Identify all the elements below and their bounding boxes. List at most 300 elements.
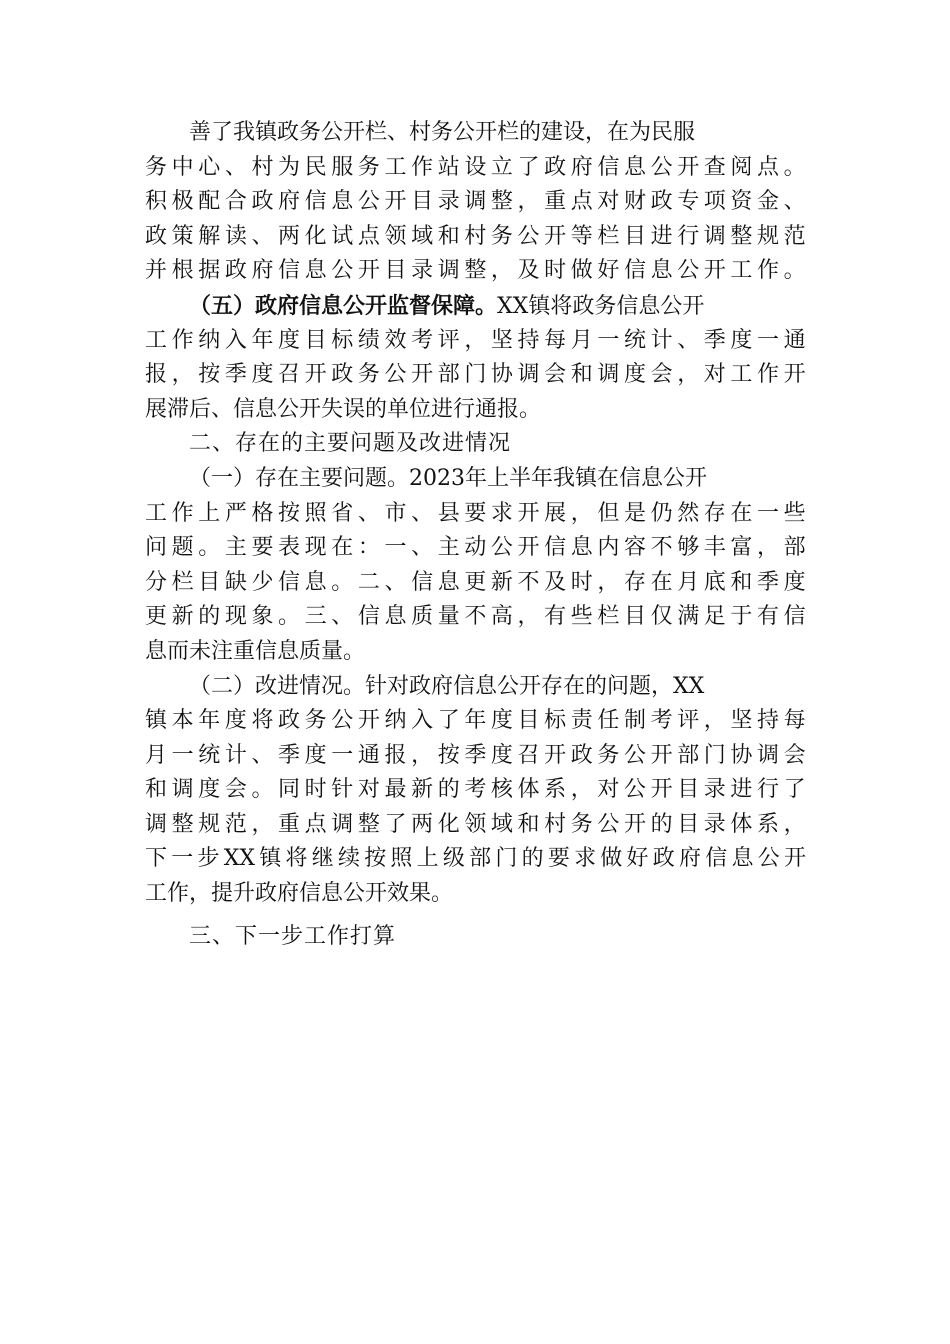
text-glyph: 核 [490,777,513,803]
text-glyph: 了 [437,708,460,734]
text-glyph: 、 [384,569,407,595]
text-glyph: 展 [544,500,567,526]
text-glyph: 度 [490,708,513,734]
text-glyph: 、 [251,223,274,249]
text-glyph: 和 [145,777,168,803]
text-glyph: 级 [442,846,465,872]
text-glyph: 调 [437,258,460,284]
text-glyph: 调 [703,223,726,249]
text-glyph: 做 [600,846,623,872]
text-glyph: 公 [490,535,513,561]
text-glyph: 息 [304,569,327,595]
text-glyph: 范 [224,811,247,837]
text-glyph: ： [357,535,380,561]
text-glyph: 开 [650,742,673,768]
paragraph-line [145,151,806,186]
text-glyph: 作 [757,362,780,388]
text-glyph: 整 [490,189,513,215]
text-glyph: 主 [437,535,460,561]
text-glyph: 村 [251,154,274,180]
text-glyph: 题 [171,535,194,561]
text-glyph: 报 [145,362,168,388]
text-glyph: 季 [224,362,247,388]
text-glyph: 存 [623,569,646,595]
text-glyph: 息 [437,569,460,595]
text-glyph: 工 [730,258,753,284]
heading-3: 三、下一步工作打算 [189,923,397,949]
text-glyph: 召 [517,742,540,768]
text-glyph: 将 [285,846,308,872]
text-glyph: 、 [357,500,380,526]
text-glyph: 现 [224,604,247,630]
text-glyph: 部 [469,846,492,872]
text-glyph: 时 [544,258,567,284]
text-glyph: 领 [384,223,407,249]
text-glyph: 求 [574,846,597,872]
text-glyph: 规 [757,223,780,249]
text-glyph: ， [171,362,194,388]
text-glyph: 调 [145,811,168,837]
text-glyph: 了 [517,154,540,180]
text-glyph: 信 [278,569,301,595]
text-glyph: 调 [464,189,487,215]
text-glyph: 公 [623,777,646,803]
text-glyph: 富 [730,535,753,561]
text-glyph: 行 [677,223,700,249]
text-glyph: 门 [703,742,726,768]
text-glyph: 满 [677,604,700,630]
text-glyph: 每 [783,708,806,734]
text-glyph: 通 [357,742,380,768]
heading-2: 二、存在的主要问题及改进情况 [189,431,512,457]
text-glyph: 、 [251,742,274,768]
text-glyph: 中 [171,154,194,180]
text-glyph: 务 [570,811,593,837]
text-glyph: 进 [730,777,753,803]
text-glyph: 策 [171,223,194,249]
text-glyph: 政 [145,223,168,249]
text-glyph: 点 [570,189,593,215]
text-glyph: 工 [145,327,168,353]
text-glyph: 季 [757,569,780,595]
text-glyph: 部 [677,742,700,768]
text-glyph: 二 [357,569,380,595]
text-glyph: 足 [703,604,726,630]
text-glyph: 丰 [703,535,726,561]
text-glyph: 作 [411,154,434,180]
text-glyph: 会 [783,742,806,768]
text-glyph: 照 [304,500,327,526]
section-2-2-lead: （二）改进情况。 [189,673,366,699]
text-glyph: 门 [464,362,487,388]
text-glyph: 项 [703,189,726,215]
text-glyph: 度 [623,362,646,388]
text-glyph: 对 [597,189,620,215]
text-glyph: 阅 [730,154,753,180]
text-glyph: 考 [464,777,487,803]
text-glyph: 和 [437,223,460,249]
text-glyph: 、 [783,189,806,215]
text-glyph: 一 [171,846,194,872]
text-glyph: 些 [570,604,593,630]
text-glyph: 息 [384,604,407,630]
text-glyph: 一 [331,742,354,768]
text-glyph: 更 [145,604,168,630]
text-glyph: 府 [251,258,274,284]
text-glyph: 协 [730,742,753,768]
text-glyph: 月 [145,742,168,768]
text-glyph: 点 [304,811,327,837]
text-glyph: 录 [703,811,726,837]
text-glyph: 务 [145,154,168,180]
text-glyph: 按 [198,362,221,388]
text-glyph: 务 [357,362,380,388]
text-glyph: 资 [730,189,753,215]
text-glyph: 体 [730,811,753,837]
text-glyph: 试 [331,223,354,249]
text-glyph: 时 [304,777,327,803]
text-glyph: 解 [198,223,221,249]
text-glyph: 公 [623,742,646,768]
text-glyph: 上 [198,500,221,526]
text-glyph: 目 [411,189,434,215]
text-glyph: 会 [544,362,567,388]
text-glyph: 坚 [730,708,753,734]
section-2-1-line: 2023年上半年我镇在信息公开 [409,465,708,491]
text-glyph: 主 [224,535,247,561]
text-glyph: 有 [544,604,567,630]
text-glyph: 专 [677,189,700,215]
section-2-1-lead: （一）存在主要问题。 [189,465,410,491]
text-glyph: 好 [597,258,620,284]
text-glyph: 息 [331,189,354,215]
text-glyph: 领 [464,811,487,837]
text-glyph: 开 [544,742,567,768]
text-glyph: 是 [623,500,646,526]
text-glyph: 够 [677,535,700,561]
text-glyph: 镇 [259,846,282,872]
section-2-2-line [145,739,806,774]
text-glyph: 录 [437,189,460,215]
text-glyph: 新 [171,604,194,630]
text-glyph: 些 [783,500,806,526]
text-glyph: 化 [304,223,327,249]
text-glyph: 政 [251,189,274,215]
text-glyph: 度 [730,327,753,353]
text-glyph: 进 [650,223,673,249]
text-glyph: 信 [544,535,567,561]
text-glyph: 在 [650,569,673,595]
text-glyph: ， [517,604,540,630]
text-glyph: 息 [304,258,327,284]
text-glyph: 象 [251,604,274,630]
text-glyph: ， [570,777,593,803]
text-glyph: 于 [730,604,753,630]
text-glyph: 设 [464,154,487,180]
text-glyph: 新 [411,777,434,803]
section-2-2-line [145,842,806,877]
text-glyph: 配 [198,189,221,215]
text-glyph: 三 [304,604,327,630]
section-2-2-line [145,773,806,808]
text-glyph: 了 [384,811,407,837]
text-glyph: 考 [650,708,673,734]
paragraph-line [145,254,806,289]
text-glyph: 立 [490,154,513,180]
text-glyph: 、 [224,154,247,180]
text-glyph: 协 [490,362,513,388]
text-glyph: 了 [783,777,806,803]
text-glyph: 下 [145,846,168,872]
text-glyph: 公 [517,223,540,249]
text-glyph: 息 [570,535,593,561]
text-glyph: 表 [278,535,301,561]
text-glyph: 录 [703,777,726,803]
text-glyph: 公 [384,362,407,388]
text-glyph: 民 [304,154,327,180]
text-glyph: 仅 [650,604,673,630]
text-glyph: 两 [278,223,301,249]
text-glyph: 和 [730,569,753,595]
text-glyph: 评 [437,327,460,353]
text-glyph: 底 [703,569,726,595]
text-glyph: 针 [331,777,354,803]
text-glyph: 。 [331,569,354,595]
text-glyph: 同 [278,777,301,803]
text-glyph: 市 [384,500,407,526]
text-glyph: 度 [304,742,327,768]
text-glyph: 考 [411,327,434,353]
text-glyph: 月 [677,569,700,595]
text-glyph: 开 [304,362,327,388]
text-glyph: 息 [731,846,754,872]
text-glyph: 据 [198,258,221,284]
text-glyph: 严 [224,500,247,526]
text-glyph: 的 [521,846,544,872]
text-glyph: 动 [464,535,487,561]
text-glyph: 域 [411,223,434,249]
text-glyph: 更 [464,569,487,595]
text-glyph: 年 [464,708,487,734]
text-glyph: 年 [198,708,221,734]
section-1-5-first-line [145,289,806,324]
text-glyph: 作 [171,500,194,526]
text-glyph: 仍 [650,500,673,526]
text-glyph: 将 [251,708,274,734]
text-glyph: 会 [224,777,247,803]
text-glyph: 开 [357,708,380,734]
text-glyph: ， [757,535,780,561]
text-glyph: 度 [278,327,301,353]
text-glyph: 开 [517,535,540,561]
text-glyph: 时 [570,569,593,595]
text-glyph: 查 [703,154,726,180]
text-glyph: 站 [437,154,460,180]
text-glyph: ， [251,811,274,837]
text-glyph: 调 [757,742,780,768]
text-glyph: 调 [597,362,620,388]
text-glyph: 会 [650,362,673,388]
text-glyph: 公 [331,708,354,734]
text-glyph: 入 [224,327,247,353]
text-glyph: 目 [677,777,700,803]
section-2-2-first-line [145,670,806,705]
text-glyph: 整 [464,258,487,284]
text-glyph: 为 [278,154,301,180]
text-glyph: 化 [437,811,460,837]
text-glyph: 评 [677,708,700,734]
text-glyph: 开 [650,777,673,803]
text-glyph: 金 [757,189,780,215]
text-glyph: 信 [278,258,301,284]
section-2-2-line [145,808,806,843]
text-glyph: 栏 [597,604,620,630]
section-1-5-line [145,358,806,393]
text-glyph: 村 [464,223,487,249]
text-glyph: 政 [650,189,673,215]
text-glyph: 信 [705,846,728,872]
text-glyph: 开 [783,846,806,872]
text-glyph: 府 [679,846,702,872]
text-glyph: 纳 [198,327,221,353]
text-glyph: ， [411,742,434,768]
text-glyph: 一 [384,535,407,561]
text-glyph: 新 [490,569,513,595]
text-glyph: 报 [384,742,407,768]
text-glyph: 要 [464,500,487,526]
paragraph-line: 善了我镇政务公开栏、村务公开栏的建设，在为民服 [189,120,696,145]
text-glyph: 规 [198,811,221,837]
text-glyph: 度 [198,777,221,803]
text-glyph: 质 [411,604,434,630]
text-glyph: 度 [783,569,806,595]
text-glyph: 及 [544,569,567,595]
text-glyph: 读 [224,223,247,249]
text-glyph: 府 [570,154,593,180]
text-glyph: 息 [650,258,673,284]
section-2-1-line [145,566,806,601]
section-1-5-line [145,324,806,359]
text-glyph: 政 [224,258,247,284]
text-glyph: 一 [757,327,780,353]
text-glyph: 然 [677,500,700,526]
text-glyph: 在 [730,500,753,526]
paragraph-line [145,185,806,220]
text-glyph: 按 [364,846,387,872]
text-glyph: 持 [757,708,780,734]
text-glyph: 息 [623,154,646,180]
text-glyph: 一 [757,500,780,526]
text-glyph: 不 [464,604,487,630]
section-2-2-line: 针对政府信息公开存在的问题，XX [365,673,705,699]
text-glyph: 公 [331,258,354,284]
text-glyph: 对 [703,362,726,388]
text-glyph: 效 [384,327,407,353]
text-glyph: 不 [517,569,540,595]
text-glyph: 照 [390,846,413,872]
text-glyph: 合 [224,189,247,215]
text-glyph: 最 [384,777,407,803]
text-glyph: 整 [357,811,380,837]
text-glyph: 入 [411,708,434,734]
text-glyph: 开 [677,154,700,180]
text-glyph: 开 [384,189,407,215]
text-glyph: 作 [171,327,194,353]
section-2-1-line [145,497,806,532]
text-glyph: 开 [411,362,434,388]
text-glyph: 纳 [384,708,407,734]
text-glyph: 量 [437,604,460,630]
text-glyph: 问 [145,535,168,561]
text-glyph: 和 [570,362,593,388]
text-glyph: 和 [517,811,540,837]
text-glyph: 政 [652,846,675,872]
text-glyph: 务 [490,223,513,249]
text-glyph: 标 [331,327,354,353]
text-glyph: 部 [437,362,460,388]
text-glyph: 年 [251,327,274,353]
text-glyph: 高 [490,604,513,630]
text-glyph: 心 [198,154,221,180]
section-2-1-first-line [145,462,806,497]
text-glyph: 务 [304,708,327,734]
text-glyph: 分 [145,569,168,595]
text-glyph: 度 [251,362,274,388]
text-glyph: 点 [357,223,380,249]
text-glyph: 整 [171,811,194,837]
text-glyph: 调 [331,811,354,837]
text-glyph: 内 [597,535,620,561]
text-glyph: 。 [783,258,806,284]
text-glyph: 府 [278,189,301,215]
text-glyph: 季 [464,742,487,768]
text-glyph: 公 [357,189,380,215]
text-glyph: 重 [544,189,567,215]
text-glyph: 格 [251,500,274,526]
text-glyph: 步 [197,846,220,872]
text-glyph: 一 [597,327,620,353]
text-glyph: 不 [650,535,673,561]
text-glyph: 、 [331,604,354,630]
text-glyph: 点 [757,154,780,180]
text-glyph: 有 [757,604,780,630]
text-glyph: 少 [251,569,274,595]
text-glyph: 门 [495,846,518,872]
text-glyph: 务 [597,742,620,768]
text-glyph: 公 [597,811,620,837]
text-glyph: 。 [278,604,301,630]
text-glyph: 等 [570,223,593,249]
text-glyph: 开 [703,258,726,284]
text-glyph: 计 [650,327,673,353]
text-glyph: 要 [547,846,570,872]
text-glyph: 政 [570,742,593,768]
text-glyph: ， [597,569,620,595]
text-glyph: 目 [623,604,646,630]
section-2-2-line [145,704,806,739]
text-glyph: ， [517,189,540,215]
text-glyph: 信 [411,569,434,595]
text-glyph: 缺 [224,569,247,595]
text-glyph: 公 [677,258,700,284]
text-glyph: 责 [570,708,593,734]
text-glyph: 制 [623,708,646,734]
text-glyph: 在 [331,535,354,561]
text-glyph: 信 [783,604,806,630]
text-glyph: 现 [304,535,327,561]
text-glyph: 服 [331,154,354,180]
section-2-1-line: 息而未注重信息质量。 [145,638,366,664]
